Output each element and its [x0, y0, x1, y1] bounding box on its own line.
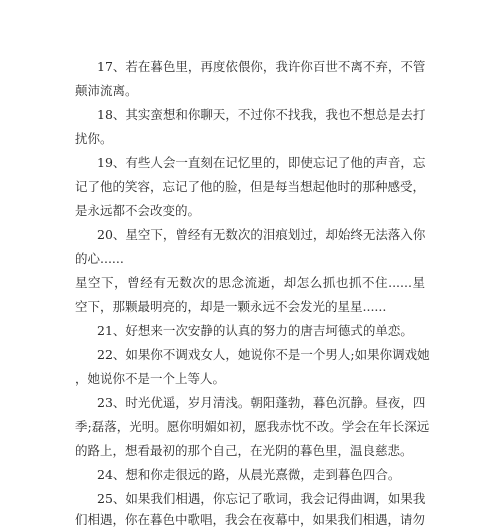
text-line: ，她说你不是一个上等人。	[75, 371, 226, 386]
text-line: 星空下，曾经有无数次的思念流逝，却怎么抓也抓不住......星	[75, 275, 425, 290]
text-line: 季;磊落，光明。愿你明媚如初，愿我赤忱不改。学会在年长深远	[75, 419, 430, 434]
text-line: 扰你。	[75, 131, 113, 146]
text-line: 25、如果我们相遇，你忘记了歌词，我会记得曲调，如果我	[97, 491, 426, 506]
text-line: 的路上，想看最初的那个自己，在光阴的暮色里，温良慈悲。	[75, 443, 413, 458]
text-line: 20、星空下，曾经有无数次的泪痕划过，却始终无法落入你	[97, 227, 426, 242]
text-line: 颠沛流离。	[75, 83, 138, 98]
text-line: 记了他的笑容，忘记了他的脸，但是每当想起他时的那种感受，	[75, 179, 426, 194]
text-line: 21、好想来一次安静的认真的努力的唐吉坷德式的单恋。	[97, 323, 413, 338]
text-line: 23、时光优遥，岁月清浅。朝阳蓬勃，暮色沉静。昼夜，四	[97, 395, 426, 410]
text-line: 22、如果你不调戏女人，她说你不是一个男人;如果你调戏她	[97, 347, 430, 362]
text-line: 的心......	[75, 251, 124, 266]
text-line: 17、若在暮色里，再度依偎你，我许你百世不离不弃，不管	[97, 59, 426, 74]
text-line: 是永远都不会改变的。	[75, 203, 201, 218]
text-line: 19、有些人会一直刻在记忆里的，即使忘记了他的声音，忘	[97, 155, 426, 170]
text-line: 24、想和你走很远的路，从晨光熹微，走到暮色四合。	[97, 467, 401, 482]
text-line: 18、其实蛮想和你聊天，不过你不找我，我也不想总是去打	[97, 107, 426, 122]
text-line: 们相遇，你在暮色中歌唱，我会在夜幕中，如果我们相遇，请勿	[75, 512, 426, 527]
text-line: 空下，那颗最明亮的，却是一颗永远不会发光的星星......	[75, 299, 387, 314]
